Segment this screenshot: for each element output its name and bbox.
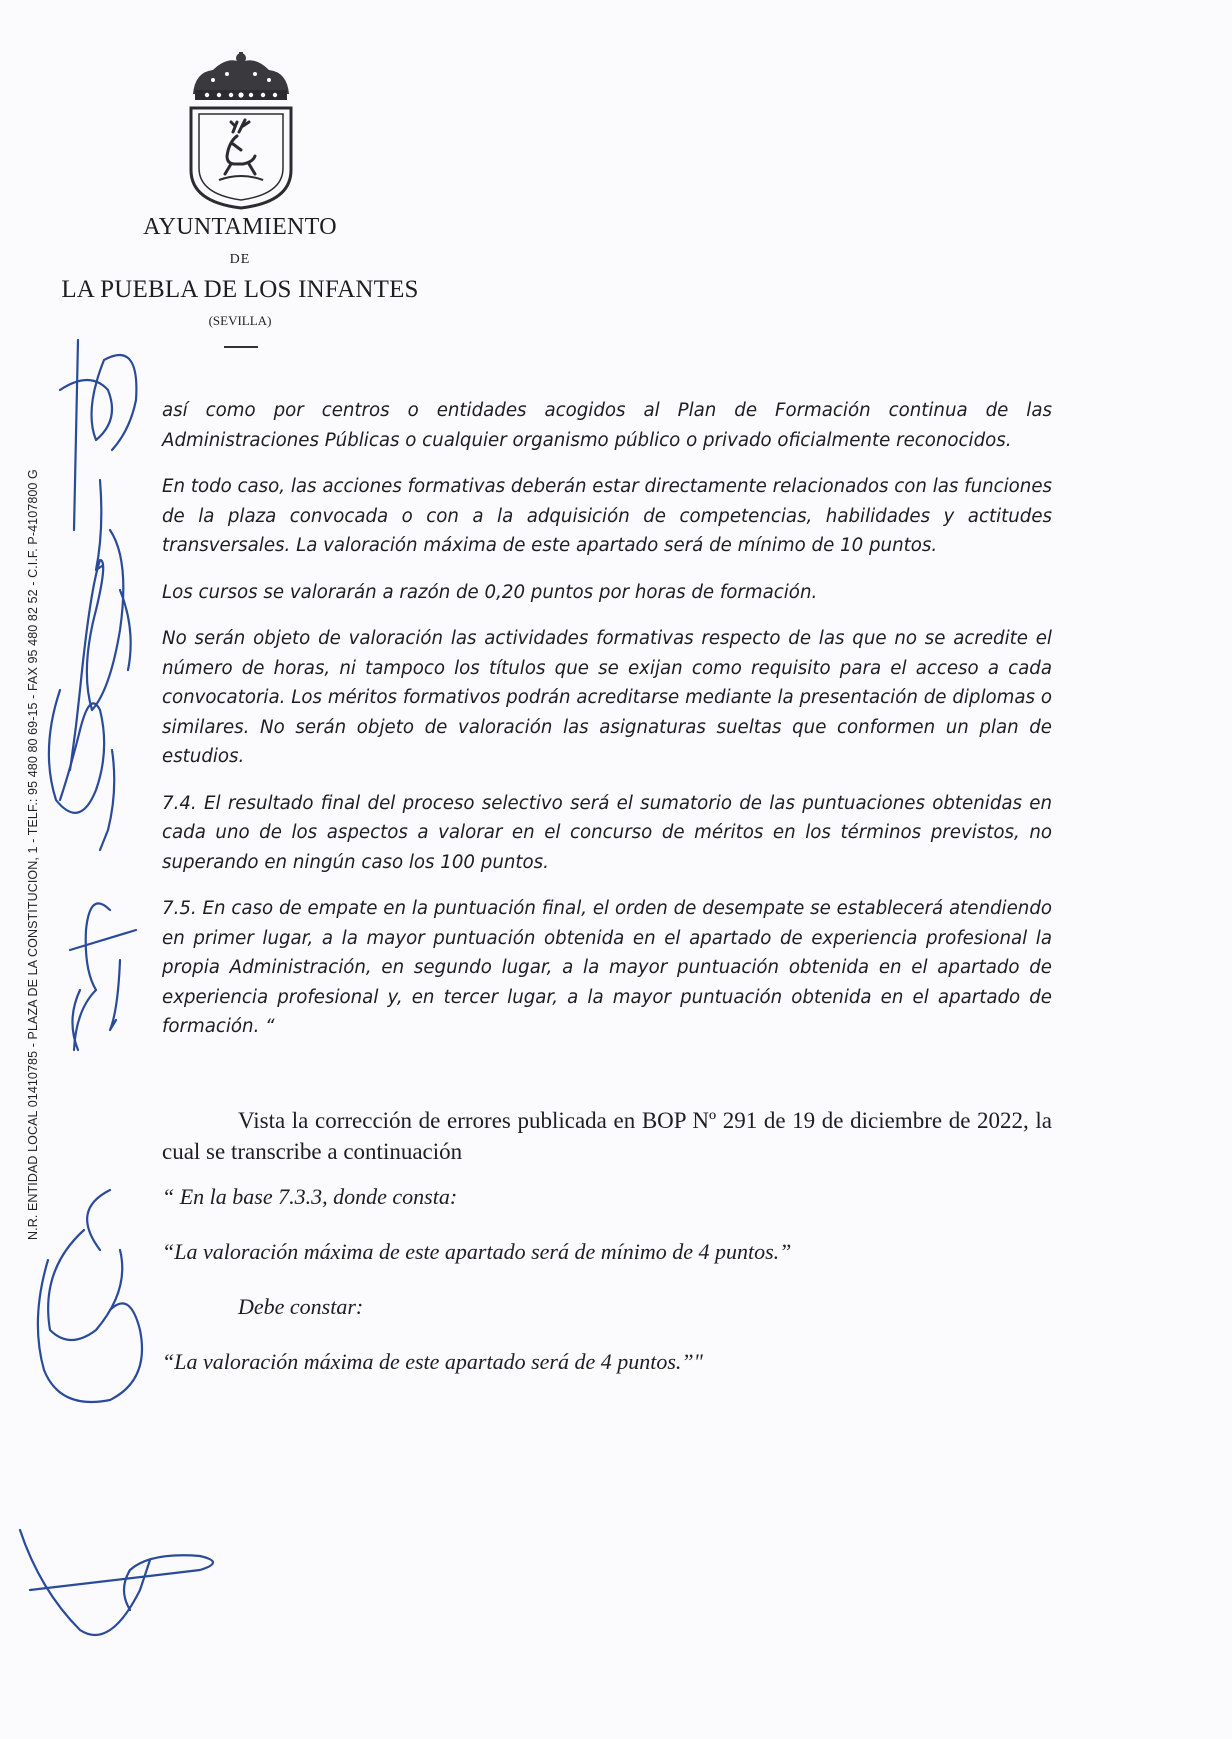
document-body xyxy=(162,396,1052,1377)
org-name-line3: LA PUEBLA DE LOS INFANTES xyxy=(61,276,419,303)
quote-line: “La valoración máxima de este apartado será de mínimo de 4 puntos.” xyxy=(162,1238,792,1264)
paragraph-7-4: 7.4. El resultado final del proceso selectivo será el sumatorio de las puntuaciones obtenidas en cada uno de los aspectos a valorar en el concurso de méritos en los términos previstos, no superando en ningún caso los 100 puntos. xyxy=(162,792,1052,873)
org-name-line1: AYUNTAMIENTO xyxy=(143,214,337,240)
coat-of-arms-icon xyxy=(183,52,299,212)
quote-line: Debe constar: xyxy=(238,1293,364,1319)
paragraph: No serán objeto de valoración las actividades formativas respecto de las que no se acredite el número de horas, ni tampoco los títulos que se exijan como requisito para el acceso a cada convocatoria. Los méritos formativos podrán acreditarse mediante la presentación de diplomas o similares. No serán objeto de valoración las asignaturas sueltas que conformen un plan de estudios. xyxy=(162,628,1052,767)
org-name-line2: DE xyxy=(229,252,251,267)
paragraph-7-5: 7.5. En caso de empate en la puntuación final, el orden de desempate se establecerá atendiendo en primer lugar, a la mayor puntuación obtenida en el apartado de experiencia profesional la propia Administración, en segundo lugar, a la mayor puntuación obtenida en el apartado de experiencia profesional y, en tercer lugar, a la mayor puntuación obtenida en el apartado de formación. “ xyxy=(162,898,1052,1037)
correction-paragraph: Vista la corrección de errores publicada en BOP Nº 291 de 19 de diciembre de 2022, la cual se transcribe a continuación xyxy=(162,1107,1052,1164)
quote-line: “La valoración máxima de este apartado será de 4 puntos.”" xyxy=(162,1348,703,1374)
quote-line: “ En la base 7.3.3, donde consta: xyxy=(162,1183,458,1209)
paragraph: Los cursos se valorarán a razón de 0,20 puntos por horas de formación. xyxy=(162,581,818,603)
org-name-line4: (SEVILLA) xyxy=(208,313,272,328)
paragraph: así como por centros o entidades acogidos al Plan de Formación continua de las Administraciones Públicas o cualquier organismo público o privado oficialmente reconocidos. xyxy=(162,400,1052,451)
header-divider xyxy=(224,346,258,348)
paragraph: En todo caso, las acciones formativas deberán estar directamente relacionados con las funciones de la plaza convocada o con a la adquisición de competencias, habilidades y actitudes transversales. La valoración máxima de este apartado será de mínimo de 10 puntos. xyxy=(162,476,1052,556)
side-register-text: N.R. ENTIDAD LOCAL 01410785 - PLAZA DE LA CONSTITUCION, 1 - TELF.: 95 480 80 69-15 - FAX 95 480 82 52 - C.I.F. P-4107800 G xyxy=(26,469,40,1240)
